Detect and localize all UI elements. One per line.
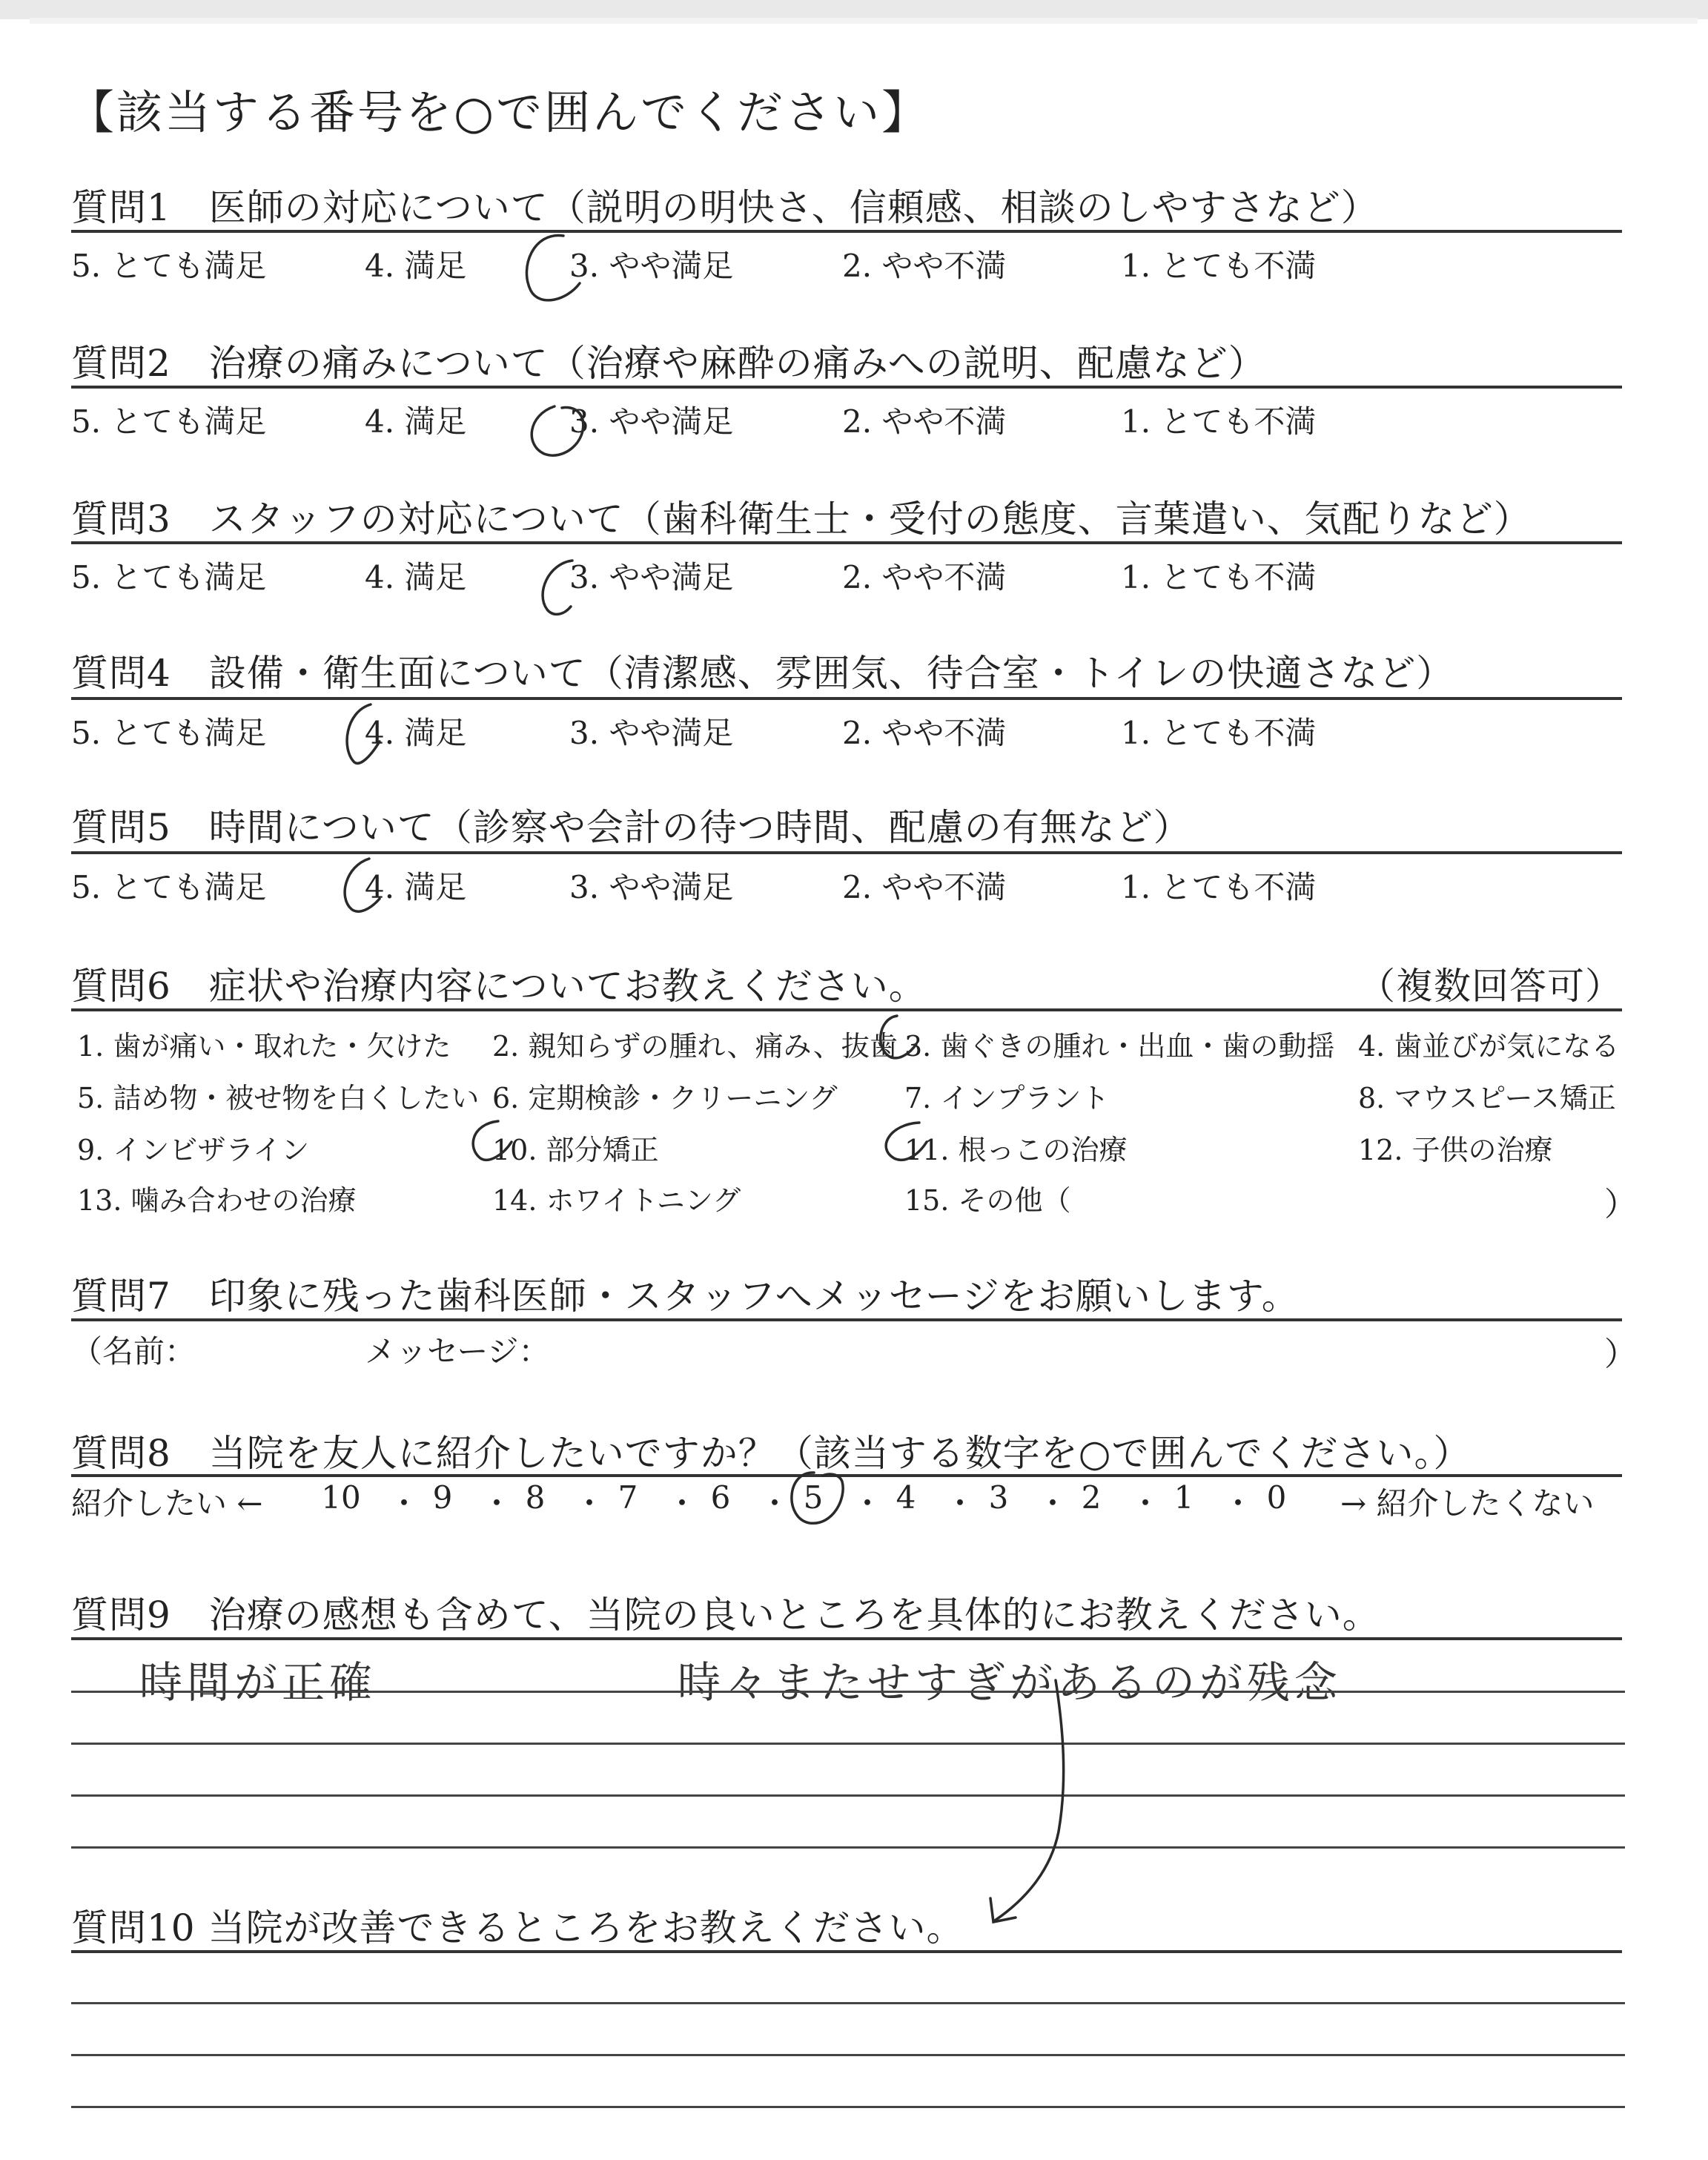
- q2-option-2[interactable]: 2. やや不満: [842, 403, 1007, 440]
- q3-option-4[interactable]: 4. 満足: [365, 559, 467, 595]
- q3-option-5[interactable]: 5. とても満足: [71, 559, 267, 595]
- handwritten-answer-1: 時間が正確: [139, 1657, 377, 1708]
- question-2-title: 質問2 治療の痛みについて（治療や麻酔の痛みへの説明、配慮など）: [71, 342, 1266, 385]
- scale-dot: ・: [1222, 1485, 1254, 1522]
- question-9-title: 質問9 治療の感想も含めて、当院の良いところを具体的にお教えください。: [71, 1593, 1380, 1636]
- q1-option-1[interactable]: 1. とても不満: [1121, 248, 1317, 284]
- q5-option-4[interactable]: 4. 満足: [365, 869, 467, 905]
- q6-option-13[interactable]: 13. 噛み合わせの治療: [77, 1184, 357, 1217]
- divider: [71, 851, 1622, 854]
- divider: [71, 1008, 1622, 1011]
- answer-line: [71, 1743, 1625, 1745]
- q6-option-2[interactable]: 2. 親知らずの腫れ、痛み、抜歯: [492, 1030, 898, 1063]
- scale-dot: ・: [1037, 1485, 1069, 1522]
- answer-line: [71, 1794, 1625, 1797]
- q6-option-1[interactable]: 1. 歯が痛い・取れた・欠けた: [77, 1030, 451, 1063]
- q6-option-11[interactable]: 11. 根っこの治療: [904, 1134, 1128, 1166]
- scale-10[interactable]: 10: [321, 1479, 361, 1516]
- scale-dot: ・: [388, 1485, 420, 1522]
- scale-7[interactable]: 7: [618, 1479, 638, 1516]
- recommend-right-label: → 紹介したくない: [1340, 1485, 1595, 1522]
- q6-option-9[interactable]: 9. インビザライン: [77, 1134, 310, 1166]
- q2-option-3[interactable]: 3. やや満足: [569, 403, 734, 440]
- name-label: （名前：: [71, 1333, 196, 1370]
- q5-option-2[interactable]: 2. やや不満: [842, 869, 1007, 905]
- q4-option-2[interactable]: 2. やや不満: [842, 715, 1007, 751]
- scale-5[interactable]: 5: [803, 1479, 824, 1516]
- q6-option-10[interactable]: 10. 部分矯正: [492, 1134, 659, 1166]
- multiple-answers-note: （複数回答可）: [1358, 965, 1623, 1008]
- divider: [71, 230, 1622, 233]
- scan-edge: [0, 0, 1708, 19]
- scale-dot: ・: [1130, 1485, 1162, 1522]
- q6-option-3[interactable]: 3. 歯ぐきの腫れ・出血・歯の動揺: [904, 1030, 1335, 1063]
- q6-option-12[interactable]: 12. 子供の治療: [1358, 1134, 1553, 1166]
- q2-option-1[interactable]: 1. とても不満: [1121, 403, 1317, 440]
- q5-option-1[interactable]: 1. とても不満: [1121, 869, 1317, 905]
- divider: [71, 697, 1622, 700]
- q6-option-15[interactable]: 15. その他（: [904, 1184, 1071, 1217]
- divider: [71, 386, 1622, 389]
- scale-dot: ・: [944, 1485, 976, 1522]
- answer-line: [71, 2002, 1625, 2004]
- scale-0[interactable]: 0: [1266, 1479, 1287, 1516]
- question-8-title: 質問8 当院を友人に紹介したいですか？（該当する数字を○で囲んでください。）: [71, 1432, 1472, 1475]
- q5-option-3[interactable]: 3. やや満足: [569, 869, 734, 905]
- message-close-paren: ）: [1604, 1335, 1637, 1373]
- question-1-title: 質問1 医師の対応について（説明の明快さ、信頼感、相談のしやすさなど）: [71, 186, 1379, 229]
- scale-dot: ・: [759, 1485, 791, 1522]
- q1-option-2[interactable]: 2. やや不満: [842, 248, 1007, 284]
- q3-option-3[interactable]: 3. やや満足: [569, 559, 734, 595]
- q3-option-2[interactable]: 2. やや不満: [842, 559, 1007, 595]
- q3-option-1[interactable]: 1. とても不満: [1121, 559, 1317, 595]
- scale-dot: ・: [574, 1485, 606, 1522]
- scan-edge: [30, 18, 1698, 24]
- arrow-head: [990, 1898, 1016, 1922]
- divider: [71, 1318, 1622, 1321]
- question-6-title: 質問6 症状や治療内容についてお教えください。: [71, 965, 927, 1008]
- divider: [71, 1950, 1622, 1953]
- question-3-title: 質問3 スタッフの対応について（歯科衛生士・受付の態度、言葉遣い、気配りなど）: [71, 498, 1532, 541]
- q6-option-14[interactable]: 14. ホワイトニング: [492, 1184, 741, 1217]
- answer-line: [71, 2106, 1625, 2108]
- q1-option-4[interactable]: 4. 満足: [365, 248, 467, 284]
- scale-8[interactable]: 8: [525, 1479, 546, 1516]
- q6-option-8[interactable]: 8. マウスピース矯正: [1358, 1082, 1616, 1114]
- scale-4[interactable]: 4: [896, 1479, 916, 1516]
- handwritten-answer-2: 時々またせすぎがあるのが残念: [678, 1657, 1343, 1708]
- recommend-left-label: 紹介したい ←: [71, 1485, 263, 1522]
- divider: [71, 541, 1622, 544]
- divider: [71, 1474, 1622, 1477]
- q2-option-4[interactable]: 4. 満足: [365, 403, 467, 440]
- answer-line: [71, 1691, 1625, 1693]
- q5-option-5[interactable]: 5. とても満足: [71, 869, 267, 905]
- scale-2[interactable]: 2: [1081, 1479, 1102, 1516]
- q4-option-3[interactable]: 3. やや満足: [569, 715, 734, 751]
- q4-option-1[interactable]: 1. とても不満: [1121, 715, 1317, 751]
- question-10-title: 質問10 当院が改善できるところをお教えください。: [71, 1906, 964, 1949]
- q6-option-7[interactable]: 7. インプラント: [904, 1082, 1110, 1114]
- q4-option-5[interactable]: 5. とても満足: [71, 715, 267, 751]
- answer-line: [71, 1846, 1625, 1849]
- q4-option-4[interactable]: 4. 満足: [365, 715, 467, 751]
- question-7-title: 質問7 印象に残った歯科医師・スタッフへメッセージをお願いします。: [71, 1275, 1300, 1318]
- q3-selection-circle: [543, 561, 572, 614]
- q6-option-4[interactable]: 4. 歯並びが気になる: [1358, 1030, 1620, 1063]
- q1-option-5[interactable]: 5. とても満足: [71, 248, 267, 284]
- other-close-paren: ）: [1604, 1186, 1637, 1223]
- q6-option-6[interactable]: 6. 定期検診・クリーニング: [492, 1082, 838, 1114]
- message-label: メッセージ：: [365, 1333, 550, 1370]
- scale-9[interactable]: 9: [432, 1479, 453, 1516]
- question-5-title: 質問5 時間について（診察や会計の待つ時間、配慮の有無など）: [71, 806, 1191, 849]
- question-4-title: 質問4 設備・衛生面について（清潔感、雰囲気、待合室・トイレの快適さなど）: [71, 652, 1454, 695]
- q1-option-3[interactable]: 3. やや満足: [569, 248, 734, 284]
- page-title: 【該当する番号を○で囲んでください】: [68, 85, 930, 139]
- scale-dot: ・: [666, 1485, 698, 1522]
- scale-dot: ・: [852, 1485, 884, 1522]
- scale-dot: ・: [481, 1485, 513, 1522]
- scale-1[interactable]: 1: [1174, 1479, 1194, 1516]
- arrow-line: [995, 1680, 1064, 1920]
- scale-3[interactable]: 3: [988, 1479, 1009, 1516]
- scale-6[interactable]: 6: [710, 1479, 731, 1516]
- answer-line: [71, 2054, 1625, 2056]
- divider: [71, 1637, 1622, 1640]
- q6-option-5[interactable]: 5. 詰め物・被せ物を白くしたい: [77, 1082, 480, 1114]
- q2-option-5[interactable]: 5. とても満足: [71, 403, 267, 440]
